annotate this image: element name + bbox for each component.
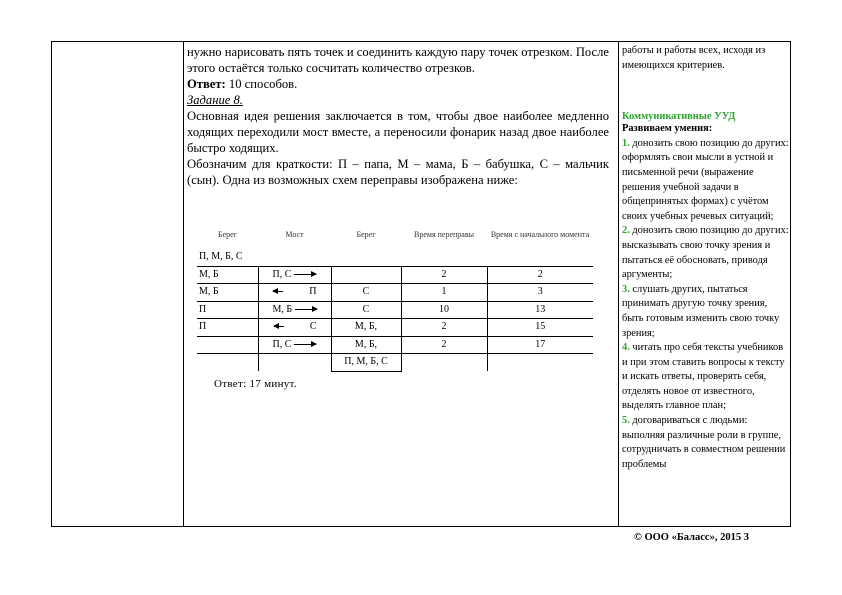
uud-item-text: донозить свою позицию до других: высказывать свою точку зрения и пытаться её обосновать, приводя аргументы; xyxy=(622,225,789,281)
bridge-people: П, С xyxy=(272,268,292,280)
column-divider xyxy=(618,42,619,526)
bridge-cell xyxy=(258,284,331,302)
scheme-row xyxy=(197,319,593,337)
intro-text: нужно нарисовать пять точек и соединить каждую пару точек отрезком. После этого остаётся только сосчитать количество отрезков. xyxy=(187,45,609,75)
uud-item xyxy=(622,224,790,282)
bridge-cell xyxy=(258,354,331,372)
bridge-people: С xyxy=(309,321,317,333)
uud-item xyxy=(622,414,790,472)
right-arrow-icon xyxy=(294,274,316,275)
uud-items xyxy=(622,137,790,473)
total-cell: 15 xyxy=(487,319,593,337)
left-arrow-icon xyxy=(273,291,283,292)
scheme-rows xyxy=(197,266,593,371)
uud-item-number: 3. xyxy=(622,283,630,295)
answer-value: 10 способов. xyxy=(225,77,298,91)
bridge-cell xyxy=(258,301,331,319)
uud-item-text: донозить свою позицию до других: оформлять свои мысли в устной и письменной речи (выражение решения учебной задачи в общепринятых формах) с учётом своих учебных речевых ситуаций; xyxy=(622,137,789,222)
bridge-cell xyxy=(258,266,331,284)
develop-label: Развиваем умения: xyxy=(622,123,713,135)
left-cell: П xyxy=(197,301,258,319)
header-cell: Мост xyxy=(285,229,304,239)
left-arrow-icon xyxy=(274,326,284,327)
time-cell: 2 xyxy=(401,266,487,284)
bridge-people: М, Б xyxy=(272,303,293,315)
header-cell: Время переправы xyxy=(414,229,474,239)
total-cell xyxy=(487,354,593,372)
bridge-people: П, С xyxy=(272,338,292,350)
right-top-text: работы и работы всех, исходя из имеющихся критериев. xyxy=(622,45,766,71)
left-cell: М, Б xyxy=(197,266,258,284)
scheme-header-row xyxy=(197,219,593,249)
right-arrow-icon xyxy=(295,309,317,310)
header-cell: Берег xyxy=(356,229,376,239)
uud-item-number: 5. xyxy=(622,415,630,427)
time-cell xyxy=(401,354,487,372)
initial-bank: П, М, Б, С xyxy=(197,249,331,266)
uud-item-number: 2. xyxy=(622,225,630,237)
crossing-scheme-table xyxy=(197,219,593,372)
right-cell xyxy=(331,266,401,284)
uud-item-text: читать про себя тексты учебников и при этом ставить вопросы к тексту и искать ответы, проверять себя, отделять новое от известного, выделять главное план; xyxy=(622,342,785,412)
uud-item xyxy=(622,341,790,414)
bridge-people: П xyxy=(309,286,317,298)
scheme-answer: Ответ: 17 минут. xyxy=(214,378,297,390)
time-cell: 10 xyxy=(401,301,487,319)
total-cell: 2 xyxy=(487,266,593,284)
uud-item-text: договариваться с людьми: выполняя различные роли в группе, сотрудничать в совместном решении проблемы xyxy=(622,415,786,470)
header-cell: Время с начального момента xyxy=(490,229,590,239)
scheme-row xyxy=(197,284,593,302)
bridge-cell xyxy=(258,336,331,354)
scheme-row xyxy=(197,266,593,284)
right-cell: С xyxy=(331,301,401,319)
footer-copyright: © ООО «Баласс», 2015 3 xyxy=(634,532,749,543)
left-cell: М, Б xyxy=(197,284,258,302)
time-cell: 1 xyxy=(401,284,487,302)
right-cell: С xyxy=(331,284,401,302)
left-cell xyxy=(197,336,258,354)
scheme-initial-row xyxy=(197,249,593,266)
left-cell xyxy=(197,354,258,372)
scheme-row xyxy=(197,301,593,319)
total-cell: 17 xyxy=(487,336,593,354)
time-cell: 2 xyxy=(401,319,487,337)
task-title: Задание 8. xyxy=(187,93,243,107)
uud-item xyxy=(622,283,790,341)
uud-column xyxy=(620,42,792,526)
time-cell: 2 xyxy=(401,336,487,354)
lesson-table xyxy=(51,41,791,527)
uud-item xyxy=(622,137,790,225)
answer-line xyxy=(187,76,609,92)
right-cell: П, М, Б, С xyxy=(331,354,401,372)
right-arrow-icon xyxy=(294,344,316,345)
total-cell: 13 xyxy=(487,301,593,319)
right-cell: М, Б, xyxy=(331,319,401,337)
uud-heading: Коммуникативные УУД xyxy=(622,111,736,123)
uud-item-number: 1. xyxy=(622,137,630,149)
header-cell: Берег xyxy=(218,229,237,239)
solution-paragraph: Основная идея решения заключается в том, чтобы двое наиболее медленно ходящих переходили мост вместе, а переносили фонарик назад двое наиболее быстро ходящих. xyxy=(187,109,609,155)
uud-item-text: слушать других, пытаться принимать другую точку зрения, быть готовым изменить свою точку зрения; xyxy=(622,283,780,339)
right-cell: М, Б, xyxy=(331,336,401,354)
bridge-cell xyxy=(258,319,331,337)
left-cell: П xyxy=(197,319,258,337)
uud-item-number: 4. xyxy=(622,342,630,354)
scheme-row xyxy=(197,354,593,372)
notation-paragraph: Обозначим для краткости: П – папа, М – мама, Б – бабушка, С – мальчик (сын). Одна из возможных схем переправы изображена ниже: xyxy=(187,157,609,187)
scheme-row xyxy=(197,336,593,354)
answer-label: Ответ: xyxy=(187,77,226,91)
total-cell: 3 xyxy=(487,284,593,302)
